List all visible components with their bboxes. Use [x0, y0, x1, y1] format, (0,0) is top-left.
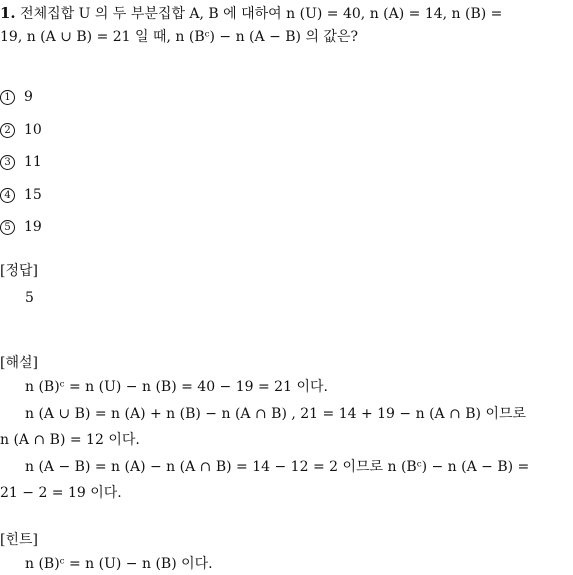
choice-mark: 5 [0, 220, 15, 235]
solution-label: [해설] [0, 355, 38, 371]
hint-label: [힌트] [0, 532, 38, 548]
choice-3[interactable] [0, 153, 42, 171]
question-line-1 [0, 4, 502, 23]
choice-mark: 2 [0, 123, 15, 138]
hint-line: n (B)ᶜ = n (U) − n (B) 이다. [25, 556, 213, 572]
question-line-2 [0, 28, 358, 46]
choice-1[interactable] [0, 88, 33, 106]
solution-line-1: n (B)ᶜ = n (U) − n (B) = 40 − 19 = 21 이다. [25, 379, 328, 395]
choice-mark: 1 [0, 90, 15, 105]
choice-value: 19 [24, 219, 42, 235]
answer-label: [정답] [0, 263, 38, 279]
choice-value: 11 [24, 154, 42, 170]
choice-4[interactable] [0, 186, 42, 204]
choice-2[interactable] [0, 121, 42, 139]
solution-line-3: n (A ∩ B) = 12 이다. [0, 432, 140, 448]
choice-value: 9 [24, 89, 33, 105]
choice-5[interactable] [0, 218, 42, 236]
solution-line-5: 21 − 2 = 19 이다. [0, 485, 122, 501]
choice-mark: 4 [0, 188, 15, 203]
choice-value: 15 [24, 187, 42, 203]
question-text-1: 전체집합 U 의 두 부분집합 A, B 에 대하여 n (U) = 40, n (A) = 14, n (B) = [20, 6, 503, 22]
solution-line-2: n (A ∪ B) = n (A) + n (B) − n (A ∩ B) , 21 = 14 + 19 − n (A ∩ B) 이므로 [25, 406, 527, 422]
answer-value: 5 [25, 290, 34, 306]
question-number: 1. [0, 4, 16, 22]
choice-mark: 3 [0, 155, 15, 170]
choice-value: 10 [24, 122, 42, 138]
solution-line-4: n (A − B) = n (A) − n (A ∩ B) = 14 − 12 = 2 이므로 n (Bᶜ) − n (A − B) = [25, 459, 530, 475]
question-text-2: 19, n (A ∪ B) = 21 일 때, n (Bᶜ) − n (A − B) 의 값은? [0, 29, 358, 45]
